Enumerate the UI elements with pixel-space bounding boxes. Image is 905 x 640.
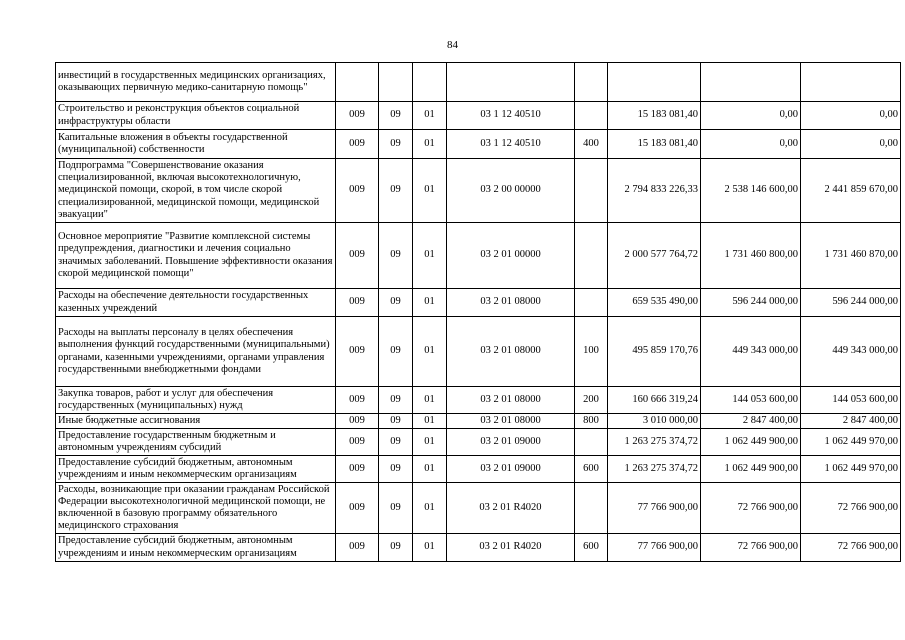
cell-amount-2: 2 847 400,00 bbox=[701, 414, 801, 429]
cell-amount-1: 77 766 900,00 bbox=[608, 483, 701, 534]
cell-amount-1: 1 263 275 374,72 bbox=[608, 456, 701, 483]
cell-amount-1: 15 183 081,40 bbox=[608, 102, 701, 130]
cell-section-code: 09 bbox=[379, 534, 413, 562]
cell-name: Расходы на обеспечение деятельности государственных казенных учреждений bbox=[56, 289, 336, 317]
cell-name: Предоставление субсидий бюджетным, автономным учреждениям и иным некоммерческим организациям bbox=[56, 456, 336, 483]
cell-amount-1: 1 263 275 374,72 bbox=[608, 429, 701, 456]
cell-amount-2: 596 244 000,00 bbox=[701, 289, 801, 317]
cell-amount-2: 0,00 bbox=[701, 102, 801, 130]
cell-amount-2: 1 062 449 900,00 bbox=[701, 456, 801, 483]
cell-expense-type: 400 bbox=[575, 130, 608, 159]
table-row bbox=[56, 63, 901, 102]
cell-amount-2: 72 766 900,00 bbox=[701, 483, 801, 534]
cell-expense-type: 200 bbox=[575, 387, 608, 414]
cell-target-article: 03 2 00 00000 bbox=[447, 159, 575, 223]
cell-expense-type bbox=[575, 483, 608, 534]
cell-amount-3: 2 441 859 670,00 bbox=[801, 159, 901, 223]
cell-expense-type bbox=[575, 289, 608, 317]
table-row bbox=[56, 456, 901, 483]
table-row bbox=[56, 289, 901, 317]
cell-expense-type: 600 bbox=[575, 534, 608, 562]
cell-name: Подпрограмма "Совершенствование оказания специализированной, включая высокотехнологичную, медицинской помощи, скорой, в том числе скорой специализированной, медицинской помощи, медицинской эвакуации" bbox=[56, 159, 336, 223]
cell-subsection-code: 01 bbox=[413, 483, 447, 534]
cell-amount-3: 144 053 600,00 bbox=[801, 387, 901, 414]
cell-amount-1: 495 859 170,76 bbox=[608, 317, 701, 387]
cell-subsection-code: 01 bbox=[413, 387, 447, 414]
budget-table bbox=[55, 62, 901, 562]
cell-amount-3: 596 244 000,00 bbox=[801, 289, 901, 317]
cell-subsection-code: 01 bbox=[413, 534, 447, 562]
cell-amount-1: 3 010 000,00 bbox=[608, 414, 701, 429]
cell-subsection-code: 01 bbox=[413, 456, 447, 483]
cell-amount-3: 449 343 000,00 bbox=[801, 317, 901, 387]
cell-target-article: 03 2 01 08000 bbox=[447, 387, 575, 414]
cell-amount-2 bbox=[701, 63, 801, 102]
cell-subsection-code: 01 bbox=[413, 414, 447, 429]
cell-target-article: 03 2 01 08000 bbox=[447, 289, 575, 317]
cell-expense-type bbox=[575, 159, 608, 223]
cell-name: Предоставление субсидий бюджетным, автономным учреждениям и иным некоммерческим организациям bbox=[56, 534, 336, 562]
table-row bbox=[56, 483, 901, 534]
cell-name: Капитальные вложения в объекты государственной (муниципальной) собственности bbox=[56, 130, 336, 159]
cell-target-article bbox=[447, 63, 575, 102]
cell-amount-1: 2 000 577 764,72 bbox=[608, 223, 701, 289]
cell-ministry-code: 009 bbox=[336, 456, 379, 483]
cell-section-code bbox=[379, 63, 413, 102]
cell-amount-3: 1 731 460 870,00 bbox=[801, 223, 901, 289]
table-row bbox=[56, 130, 901, 159]
cell-amount-2: 72 766 900,00 bbox=[701, 534, 801, 562]
cell-section-code: 09 bbox=[379, 414, 413, 429]
cell-amount-1 bbox=[608, 63, 701, 102]
cell-ministry-code: 009 bbox=[336, 429, 379, 456]
cell-amount-3: 72 766 900,00 bbox=[801, 534, 901, 562]
cell-target-article: 03 2 01 00000 bbox=[447, 223, 575, 289]
cell-target-article: 03 1 12 40510 bbox=[447, 130, 575, 159]
cell-amount-1: 659 535 490,00 bbox=[608, 289, 701, 317]
cell-ministry-code: 009 bbox=[336, 534, 379, 562]
cell-amount-3: 0,00 bbox=[801, 102, 901, 130]
cell-amount-3: 2 847 400,00 bbox=[801, 414, 901, 429]
cell-ministry-code: 009 bbox=[336, 102, 379, 130]
cell-amount-3: 0,00 bbox=[801, 130, 901, 159]
cell-section-code: 09 bbox=[379, 429, 413, 456]
cell-subsection-code: 01 bbox=[413, 289, 447, 317]
cell-expense-type: 800 bbox=[575, 414, 608, 429]
cell-name: Расходы на выплаты персоналу в целях обеспечения выполнения функций государственными (муниципальными) органами, казенными учреждениями, органами управления государственными внебюджетными фондами bbox=[56, 317, 336, 387]
cell-target-article: 03 2 01 09000 bbox=[447, 456, 575, 483]
table-row bbox=[56, 534, 901, 562]
table-row bbox=[56, 387, 901, 414]
cell-name: Строительство и реконструкция объектов социальной инфраструктуры области bbox=[56, 102, 336, 130]
cell-subsection-code: 01 bbox=[413, 317, 447, 387]
cell-subsection-code: 01 bbox=[413, 223, 447, 289]
page-number: 84 bbox=[447, 39, 458, 51]
cell-ministry-code: 009 bbox=[336, 317, 379, 387]
cell-target-article: 03 1 12 40510 bbox=[447, 102, 575, 130]
cell-section-code: 09 bbox=[379, 130, 413, 159]
cell-ministry-code: 009 bbox=[336, 483, 379, 534]
cell-subsection-code: 01 bbox=[413, 429, 447, 456]
cell-amount-3 bbox=[801, 63, 901, 102]
cell-section-code: 09 bbox=[379, 483, 413, 534]
cell-ministry-code: 009 bbox=[336, 223, 379, 289]
cell-target-article: 03 2 01 09000 bbox=[447, 429, 575, 456]
cell-ministry-code: 009 bbox=[336, 130, 379, 159]
cell-name: Закупка товаров, работ и услуг для обеспечения государственных (муниципальных) нужд bbox=[56, 387, 336, 414]
cell-section-code: 09 bbox=[379, 317, 413, 387]
cell-ministry-code: 009 bbox=[336, 387, 379, 414]
cell-amount-3: 1 062 449 970,00 bbox=[801, 456, 901, 483]
cell-amount-2: 2 538 146 600,00 bbox=[701, 159, 801, 223]
cell-expense-type: 100 bbox=[575, 317, 608, 387]
cell-amount-3: 72 766 900,00 bbox=[801, 483, 901, 534]
cell-amount-1: 160 666 319,24 bbox=[608, 387, 701, 414]
table-row bbox=[56, 317, 901, 387]
cell-amount-2: 1 731 460 800,00 bbox=[701, 223, 801, 289]
cell-target-article: 03 2 01 R4020 bbox=[447, 483, 575, 534]
cell-name: Расходы, возникающие при оказании гражданам Российской Федерации высокотехнологичной медицинской помощи, не включенной в базовую программу обязательного медицинского страхования bbox=[56, 483, 336, 534]
cell-expense-type bbox=[575, 63, 608, 102]
table-row bbox=[56, 414, 901, 429]
cell-expense-type bbox=[575, 429, 608, 456]
cell-ministry-code: 009 bbox=[336, 414, 379, 429]
cell-amount-2: 0,00 bbox=[701, 130, 801, 159]
cell-section-code: 09 bbox=[379, 387, 413, 414]
cell-target-article: 03 2 01 08000 bbox=[447, 414, 575, 429]
cell-section-code: 09 bbox=[379, 102, 413, 130]
table-row bbox=[56, 159, 901, 223]
cell-section-code: 09 bbox=[379, 456, 413, 483]
cell-amount-2: 1 062 449 900,00 bbox=[701, 429, 801, 456]
table-row bbox=[56, 223, 901, 289]
cell-ministry-code bbox=[336, 63, 379, 102]
cell-section-code: 09 bbox=[379, 159, 413, 223]
cell-expense-type: 600 bbox=[575, 456, 608, 483]
cell-subsection-code: 01 bbox=[413, 159, 447, 223]
cell-subsection-code bbox=[413, 63, 447, 102]
cell-subsection-code: 01 bbox=[413, 130, 447, 159]
cell-expense-type bbox=[575, 102, 608, 130]
cell-amount-1: 77 766 900,00 bbox=[608, 534, 701, 562]
cell-amount-3: 1 062 449 970,00 bbox=[801, 429, 901, 456]
cell-subsection-code: 01 bbox=[413, 102, 447, 130]
cell-name: Иные бюджетные ассигнования bbox=[56, 414, 336, 429]
cell-amount-2: 144 053 600,00 bbox=[701, 387, 801, 414]
cell-target-article: 03 2 01 08000 bbox=[447, 317, 575, 387]
cell-section-code: 09 bbox=[379, 223, 413, 289]
table-body bbox=[56, 63, 901, 562]
cell-name: инвестиций в государственных медицинских организациях, оказывающих первичную медико-санитарную помощь" bbox=[56, 63, 336, 102]
table-row bbox=[56, 102, 901, 130]
cell-name: Основное мероприятие "Развитие комплексной системы предупреждения, диагностики и лечения социально значимых заболеваний. Повышение эффективности оказания скорой медицинской помощи" bbox=[56, 223, 336, 289]
cell-expense-type bbox=[575, 223, 608, 289]
cell-section-code: 09 bbox=[379, 289, 413, 317]
cell-amount-1: 2 794 833 226,33 bbox=[608, 159, 701, 223]
cell-name: Предоставление государственным бюджетным и автономным учреждениям субсидий bbox=[56, 429, 336, 456]
cell-amount-2: 449 343 000,00 bbox=[701, 317, 801, 387]
table-row bbox=[56, 429, 901, 456]
cell-ministry-code: 009 bbox=[336, 289, 379, 317]
cell-amount-1: 15 183 081,40 bbox=[608, 130, 701, 159]
cell-ministry-code: 009 bbox=[336, 159, 379, 223]
cell-target-article: 03 2 01 R4020 bbox=[447, 534, 575, 562]
